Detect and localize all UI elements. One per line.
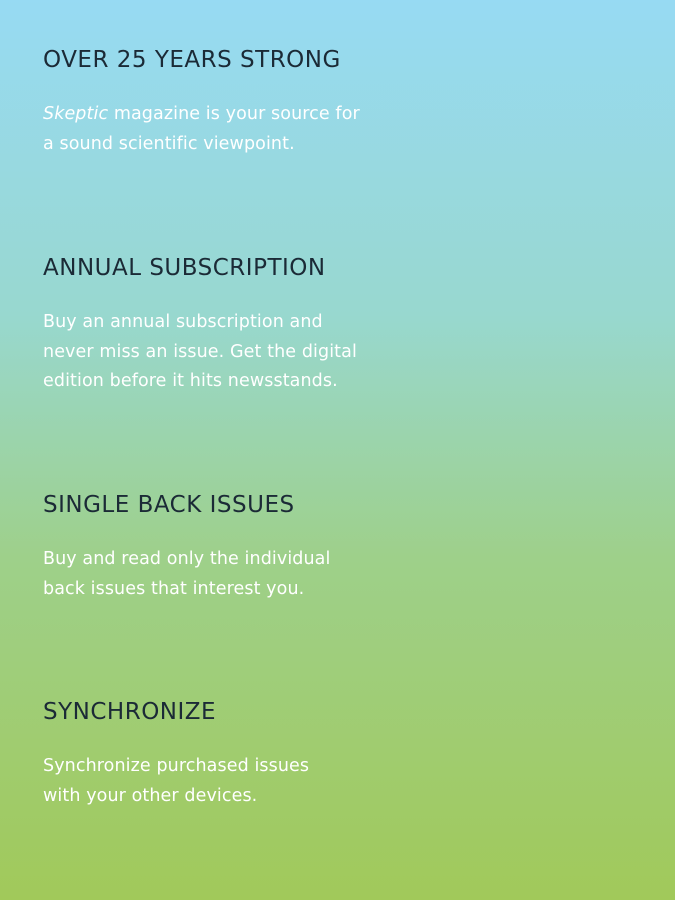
feature-description xyxy=(43,545,463,604)
feature-description-line: edition before it hits newsstands. xyxy=(43,371,338,391)
feature-title: SYNCHRONIZE xyxy=(43,699,217,725)
feature-section-single-back-issues xyxy=(43,491,463,604)
feature-description-line: Buy an annual subscription and xyxy=(43,312,323,332)
feature-description-line: Synchronize purchased issues xyxy=(43,756,310,776)
feature-title: ANNUAL SUBSCRIPTION xyxy=(43,255,326,281)
feature-description-line: a sound scientific viewpoint. xyxy=(43,133,295,154)
feature-section-annual-subscription xyxy=(43,254,463,397)
feature-description-line: back issues that interest you. xyxy=(43,578,305,599)
feature-description xyxy=(43,752,463,811)
feature-description xyxy=(43,308,463,397)
feature-section-over-25-years xyxy=(43,46,463,159)
feature-description-text: magazine is your source for xyxy=(108,104,360,124)
magazine-name: Skeptic xyxy=(43,104,109,124)
feature-description-line xyxy=(43,100,463,130)
feature-description-line: with your other devices. xyxy=(43,785,258,806)
feature-description-line: Buy and read only the individual xyxy=(43,549,331,569)
feature-description xyxy=(43,100,463,159)
feature-description-line: never miss an issue. Get the digital xyxy=(43,341,357,362)
feature-title: SINGLE BACK ISSUES xyxy=(43,492,295,518)
feature-title: OVER 25 YEARS STRONG xyxy=(43,47,341,73)
feature-section-synchronize xyxy=(43,698,463,811)
